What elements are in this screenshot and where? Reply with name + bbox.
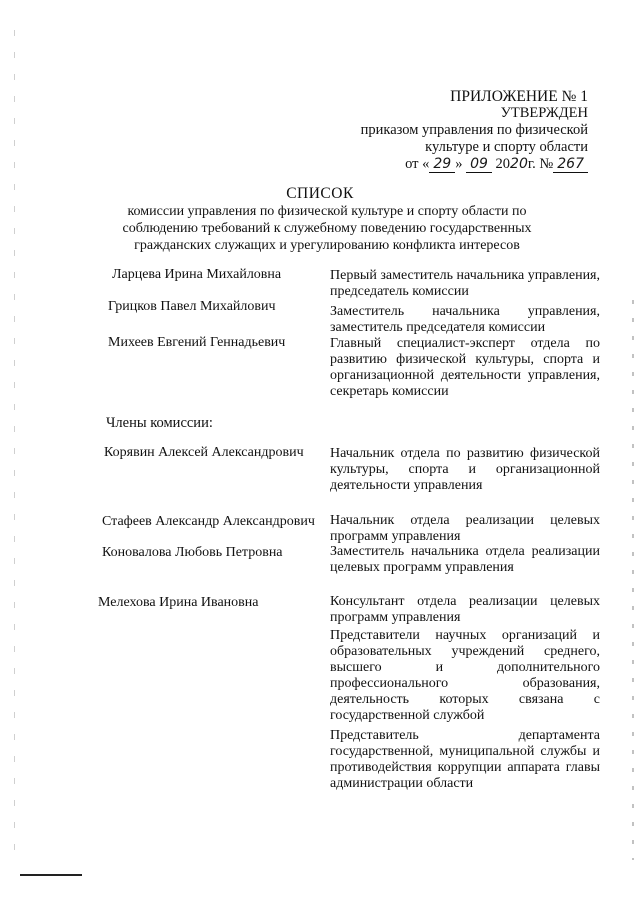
- member-name: Стафеев Александр Александрович: [102, 514, 315, 529]
- member-role: Консультант отдела реализации целевых программ управления: [330, 594, 600, 625]
- date-prefix: от «: [405, 156, 430, 172]
- member-role: Заместитель начальника отдела реализации целевых программ управления: [330, 544, 600, 575]
- bottom-rule: [20, 874, 82, 876]
- member-role: Представители научных организаций и образовательных учреждений среднего, высшего и дополнительного профессионального образования, деятельность которых связана с государственной службой: [330, 628, 600, 723]
- document-title: СПИСОК: [286, 185, 354, 202]
- order-date-line: [328, 156, 588, 173]
- order-line-1: приказом управления по физической: [360, 122, 588, 138]
- members-label: Члены комиссии:: [106, 415, 213, 431]
- date-month: 09: [466, 156, 492, 173]
- member-name: Коновалова Любовь Петровна: [102, 545, 283, 560]
- leader-name: Грицков Павел Михайлович: [108, 299, 276, 314]
- document-subtitle: комиссии управления по физической культуре и спорту области по соблюдению требований к служебному поведению государственных гражданских служащих и урегулированию конфликта интересов: [122, 204, 532, 253]
- leader-role: Первый заместитель начальника управления, председатель комиссии: [330, 268, 600, 299]
- date-year-prefix: 20: [495, 156, 511, 172]
- leader-name: Ларцева Ирина Михайловна: [112, 267, 282, 282]
- date-suffix: г.: [527, 156, 536, 172]
- date-day: 29: [429, 156, 455, 173]
- date-year: 20: [510, 156, 528, 172]
- member-name: Корявин Алексей Александрович: [104, 445, 304, 460]
- date-mid: »: [455, 156, 463, 172]
- order-line-2: культуре и спорту области: [425, 139, 588, 155]
- approval-block: [328, 88, 588, 173]
- member-role: Начальник отдела по развитию физической культуры, спорта и организационной деятельности управления: [330, 446, 600, 493]
- leader-name: Михеев Евгений Геннадьевич: [108, 335, 286, 350]
- order-number: 267: [553, 156, 588, 173]
- scan-edge-right: [632, 300, 634, 860]
- approved-label: УТВЕРЖДЕН: [500, 105, 588, 121]
- leader-role: Заместитель начальника управления, заместитель председателя комиссии: [330, 304, 600, 335]
- member-role: Представитель департамента государственной, муниципальной службы и противодействия коррупции аппарата главы администрации области: [330, 728, 600, 791]
- leader-role: Главный специалист-эксперт отдела по развитию физической культуры, спорта и организационной деятельности управления, секретарь комиссии: [330, 336, 600, 399]
- number-prefix: №: [539, 156, 554, 172]
- member-name: Мелехова Ирина Ивановна: [98, 595, 259, 610]
- appendix-heading: ПРИЛОЖЕНИЕ № 1: [450, 88, 588, 105]
- scan-edge-left: [14, 30, 15, 850]
- member-role: Начальник отдела реализации целевых программ управления: [330, 513, 600, 544]
